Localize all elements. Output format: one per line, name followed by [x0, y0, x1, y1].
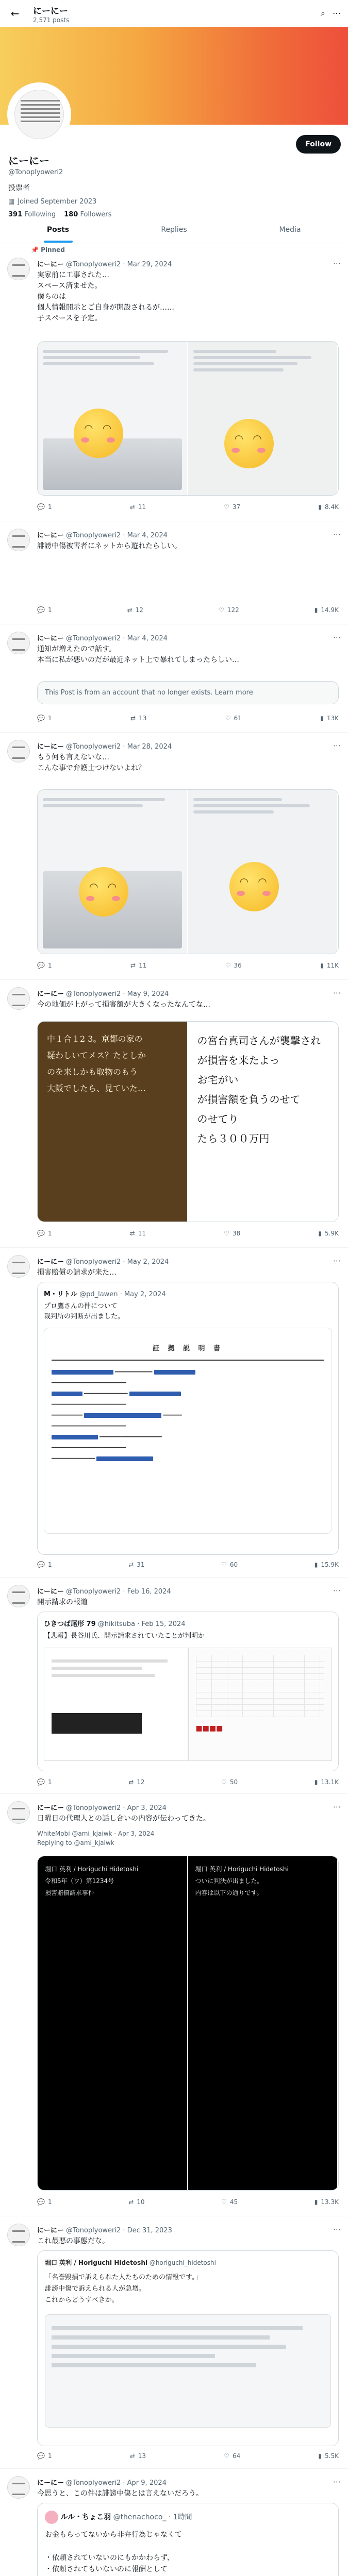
retweet-icon: ⇄ [128, 2198, 134, 2206]
joined-text: Joined September 2023 [18, 198, 97, 206]
tweet-handle: @Tonoplyoweri2 · Dec 31, 2023 [66, 2227, 172, 2234]
tweet-handle: @Tonoplyoweri2 · Apr 3, 2024 [66, 1804, 167, 1812]
like-icon: ♡ [221, 2198, 227, 2206]
tab-posts[interactable]: Posts [0, 216, 116, 243]
more-icon[interactable]: ⋯ [333, 633, 341, 642]
tweet[interactable] [0, 1248, 348, 1578]
quote-author: M・リトル [44, 1291, 77, 1298]
views-button[interactable]: ▮ 13K [320, 715, 339, 722]
tweet[interactable] [0, 2216, 348, 2469]
tweet-author[interactable]: にーにー [37, 1588, 64, 1596]
avatar[interactable] [7, 2476, 30, 2499]
tweet-author[interactable]: にーにー [37, 2479, 64, 2487]
emoji-sticker [79, 867, 128, 917]
tweet-actions [37, 715, 339, 722]
like-icon: ♡ [224, 1230, 229, 1237]
quote-handle: @hikitsuba · Feb 15, 2024 [97, 1620, 186, 1628]
reply-icon: 💬 [37, 606, 45, 614]
more-icon[interactable]: ⋯ [333, 8, 341, 18]
tweet[interactable] [0, 521, 348, 624]
like-icon: ♡ [224, 2452, 229, 2460]
avatar[interactable] [7, 529, 30, 551]
tweet-handle: @Tonoplyoweri2 · Mar 28, 2024 [66, 743, 172, 751]
views-icon: ▮ [314, 1561, 318, 1568]
tweet-header [37, 259, 172, 268]
like-button[interactable]: ♡ 61 [225, 715, 242, 722]
more-icon[interactable]: ⋯ [333, 988, 341, 997]
tweet-header [37, 633, 168, 642]
like-icon: ♡ [221, 1778, 227, 1786]
quote-author: ルル・ちょこ羽 [60, 2513, 111, 2521]
views-icon: ▮ [314, 606, 318, 614]
media-image-left[interactable] [38, 790, 188, 954]
like-icon: ♡ [225, 962, 231, 969]
tweet-handle: @Tonoplyoweri2 · Mar 4, 2024 [66, 635, 168, 642]
quote-text: 【悲報】長谷川氏、開示請求されていたことが判明か [44, 1632, 205, 1640]
like-icon: ♡ [225, 715, 231, 722]
views-icon: ▮ [314, 1778, 318, 1786]
quote-author: 堀口 英利 / Horiguchi Hidetoshi [45, 2259, 147, 2266]
tweet-actions [37, 2198, 339, 2206]
reply-context[interactable]: WhiteMobi @ami_kjaiwk · Apr 3, 2024 [37, 1830, 155, 1837]
retweet-button[interactable]: ⇄ 10 [128, 2198, 145, 2206]
tweet-text: 今思うと、この件は誹謗中傷とは言えないだろう。 [37, 2489, 203, 2498]
more-icon[interactable]: ⋯ [333, 259, 341, 268]
tweet-actions [37, 1778, 339, 1786]
tweet-author[interactable]: にーにー [37, 990, 64, 998]
followers-label: Followers [80, 211, 112, 218]
tweet-actions [37, 1561, 339, 1568]
tab-replies[interactable]: Replies [161, 225, 187, 234]
tweet-author[interactable]: にーにー [37, 2227, 64, 2234]
media-image-left[interactable] [38, 342, 188, 495]
tweet-text: 日曜日の代理人との話し合いの内容が伝わってきた。 [37, 1815, 210, 1823]
profile-name: にーにー [8, 155, 49, 167]
tab-media[interactable]: Media [279, 225, 301, 234]
following-label: Following [24, 211, 56, 218]
tweet-author[interactable]: にーにー [37, 1258, 64, 1266]
profile-info [8, 152, 338, 218]
views-icon: ▮ [314, 2198, 318, 2206]
pin-icon: 📌 [31, 246, 39, 253]
tweet-text: 誹謗中傷被害者にネットから遊れたらしい。 [37, 542, 181, 550]
views-button[interactable]: ▮ 14.9K [314, 606, 339, 614]
quote-text: プロ鷹さんの件について 裁判所の判断が出ました。 [44, 1302, 125, 1320]
quoted-image-left[interactable] [44, 1648, 188, 1761]
more-icon[interactable]: ⋯ [333, 1256, 341, 1265]
views-icon: ▮ [318, 503, 322, 511]
tweet-text: 今の地価が上がって損害額が大きくなったなんてな… [37, 1001, 210, 1009]
header-name: にーにー [33, 6, 68, 16]
like-button[interactable]: ♡ 60 [221, 1561, 238, 1568]
avatar[interactable] [7, 2224, 30, 2246]
tweet-header [37, 741, 172, 751]
unavailable-post-notice[interactable]: This Post is from an account that no longer exists. Learn more [37, 681, 339, 704]
retweet-button[interactable]: ⇄ 11 [129, 503, 146, 511]
reply-button[interactable]: 💬 1 [37, 1778, 52, 1786]
quoted-post[interactable] [37, 1282, 339, 1555]
more-icon[interactable]: ⋯ [333, 2477, 341, 2486]
reply-context-sub[interactable]: Replying to @ami_kjaiwk [37, 1839, 114, 1846]
more-icon[interactable]: ⋯ [333, 1586, 341, 1595]
media-image-right[interactable]: 堀口 英利 / Horiguchi Hidetoshi ついに判決が出ました。 内容は以下の通りです。 [188, 1856, 339, 2190]
tweet-media[interactable] [37, 789, 339, 954]
reply-icon: 💬 [37, 2452, 45, 2460]
tweet-handle: @Tonoplyoweri2 · May 9, 2024 [66, 990, 169, 998]
reply-button[interactable]: 💬 1 [37, 503, 52, 511]
follow-button[interactable]: Follow [296, 135, 341, 154]
quoted-post[interactable] [37, 1612, 339, 1771]
retweet-icon: ⇄ [130, 715, 136, 722]
retweet-icon: ⇄ [129, 1230, 135, 1237]
like-button[interactable]: ♡ 37 [224, 503, 241, 511]
like-button[interactable]: ♡ 45 [221, 2198, 238, 2206]
emoji-sticker [74, 409, 123, 458]
reply-button[interactable]: 💬 1 [37, 1561, 52, 1568]
more-icon[interactable]: ⋯ [333, 1802, 341, 1811]
tweet-text: これ最悪の事態だな。 [37, 2237, 109, 2245]
reply-icon: 💬 [37, 2198, 45, 2206]
views-button[interactable]: ▮ 5.9K [318, 1230, 339, 1237]
tweet-author[interactable]: にーにー [37, 1804, 64, 1812]
reply-icon: 💬 [37, 715, 45, 722]
reply-button[interactable]: 💬 1 [37, 715, 52, 722]
avatar[interactable] [7, 1255, 30, 1278]
pinned-label: 📌 Pinned [31, 246, 65, 253]
more-icon[interactable]: ⋯ [333, 530, 341, 539]
retweet-button[interactable]: ⇄ 13 [129, 2452, 146, 2460]
profile-bio: 投票者 [8, 184, 30, 192]
tweet-header [37, 1586, 171, 1596]
tweet-actions [37, 606, 339, 614]
views-icon: ▮ [320, 715, 324, 722]
retweet-icon: ⇄ [128, 1778, 134, 1786]
tweet-header [37, 1802, 167, 1812]
retweet-icon: ⇄ [129, 2452, 135, 2460]
media-image-right[interactable]: の宮台真司さんが襲撃され が損害を来たよっ お宅がい が損害額を負うのせて のせてり たら３００万円 [188, 1022, 339, 1222]
tweet-text: 開示請求の報道 [37, 1598, 88, 1606]
tweet-handle: @Tonoplyoweri2 · Feb 16, 2024 [66, 1588, 171, 1596]
tweet-text: 通知が増えたので話す。 本当に私が悪いのだが最近ネット上で暴れてしまったらしい… [37, 645, 239, 664]
quote-handle: @pd_lawen · May 2, 2024 [79, 1291, 166, 1298]
avatar[interactable] [7, 987, 30, 1010]
quote-text: お金もらってないから非弁行為じゃなくて ・依頼されていないのにもかかわらず、 ・依頼されてもいないのに報酬として [45, 2531, 182, 2574]
tweet-text: もう何も言えないな… こんな事で弁護士つけないよね？ [37, 753, 145, 772]
tweet-header [37, 1256, 169, 1266]
tweet[interactable] [0, 980, 348, 1248]
retweet-icon: ⇄ [130, 962, 136, 969]
like-button[interactable]: ♡ 64 [224, 2452, 241, 2460]
header-titles [33, 4, 69, 24]
reply-icon: 💬 [37, 1230, 45, 1237]
media-image-left[interactable]: 中１合１2 3。京都の家の 疑わしいてメス？たとしか のを来しかも取物のもう 大阪でしたら、見ていた… [38, 1022, 188, 1222]
media-image-right[interactable] [188, 342, 339, 495]
tweet[interactable] [0, 2469, 348, 2576]
tweet-media[interactable] [37, 1856, 339, 2191]
more-icon[interactable]: ⋯ [333, 741, 341, 750]
views-button[interactable]: ▮ 15.9K [314, 1561, 339, 1568]
tweet-text: 損害賠償の請求が来た… [37, 1268, 117, 1277]
tweet-author[interactable]: にーにー [37, 532, 64, 539]
avatar[interactable] [7, 1801, 30, 1824]
views-button[interactable]: ▮ 8.4K [318, 503, 339, 511]
like-button[interactable]: ♡ 38 [224, 1230, 241, 1237]
avatar[interactable] [7, 740, 30, 762]
calendar-icon: ▦ [8, 198, 15, 206]
followers-count: 180 [64, 211, 78, 218]
like-button[interactable]: ♡ 122 [219, 606, 239, 614]
retweet-icon: ⇄ [129, 503, 135, 511]
tweet-handle: @Tonoplyoweri2 · May 2, 2024 [66, 1258, 169, 1266]
tweet-media[interactable] [37, 341, 339, 496]
avatar[interactable] [7, 258, 30, 280]
tweet[interactable] [0, 733, 348, 980]
retweet-button[interactable]: ⇄ 12 [127, 606, 143, 614]
tweet-author[interactable]: にーにー [37, 261, 64, 268]
views-button[interactable]: ▮ 11K [320, 962, 339, 969]
quote-author: ひきつば尾形 79 [44, 1620, 96, 1628]
reply-icon: 💬 [37, 1561, 45, 1568]
top-bar [0, 0, 348, 27]
quote-text: 「名誉毀損で訴えられた人たちのための情報です。」 誹謗中傷で訴えられる人が急増。 これからどうすべきか。 [45, 2274, 202, 2304]
quoted-image-right[interactable]: ■■■■ [188, 1648, 333, 1761]
tweet-actions [37, 503, 339, 511]
avatar[interactable] [7, 632, 30, 654]
like-button[interactable]: ♡ 50 [221, 1778, 238, 1786]
retweet-icon: ⇄ [127, 606, 132, 614]
search-icon[interactable]: ⌕ [321, 8, 325, 18]
reply-icon: 💬 [37, 1778, 45, 1786]
tweet[interactable] [0, 624, 348, 733]
reply-button[interactable]: 💬 1 [37, 1230, 52, 1237]
tweet-handle: @Tonoplyoweri2 · Mar 4, 2024 [66, 532, 168, 539]
following-count: 391 [8, 211, 23, 218]
tweet-header [37, 988, 169, 998]
tweet-author[interactable]: にーにー [37, 635, 64, 642]
header-icons [321, 8, 341, 19]
media-image-right[interactable] [188, 790, 339, 954]
reply-button[interactable]: 💬 1 [37, 2452, 52, 2460]
emoji-sticker [224, 419, 274, 468]
document-title: 証 拠 説 明 書 [152, 1345, 224, 1352]
views-icon: ▮ [318, 2452, 322, 2460]
tweet-header [37, 530, 168, 539]
quote-avatar [45, 2511, 58, 2524]
retweet-button[interactable]: ⇄ 12 [128, 1778, 145, 1786]
tweet-media[interactable] [37, 1021, 339, 1222]
tweet[interactable] [0, 1794, 348, 2216]
retweet-button[interactable]: ⇄ 11 [130, 962, 147, 969]
reply-icon: 💬 [37, 503, 45, 511]
retweet-button[interactable]: ⇄ 11 [129, 1230, 146, 1237]
media-image-left[interactable]: 堀口 英利 / Horiguchi Hidetoshi 令和5年（ワ）第1234号 損害賠償請求事件 [38, 1856, 188, 2190]
like-icon: ♡ [219, 606, 224, 614]
views-button[interactable]: ▮ 5.5K [318, 2452, 339, 2460]
reply-button[interactable]: 💬 1 [37, 606, 52, 614]
views-icon: ▮ [320, 962, 324, 969]
retweet-button[interactable]: ⇄ 31 [128, 1561, 145, 1568]
quoted-post[interactable] [37, 2250, 339, 2446]
retweet-icon: ⇄ [128, 1561, 134, 1568]
tweet-author[interactable]: にーにー [37, 743, 64, 751]
profile-handle: @Tonoplyoweri2 [8, 168, 63, 176]
tweet-header [37, 2477, 167, 2487]
emoji-sticker [229, 862, 279, 911]
tweet[interactable] [0, 1578, 348, 1794]
reply-button[interactable]: 💬 1 [37, 962, 52, 969]
reply-button[interactable]: 💬 1 [37, 2198, 52, 2206]
tweet-handle: @Tonoplyoweri2 · Mar 29, 2024 [66, 261, 172, 268]
quote-handle: @thenachoco_ · 1時間 [113, 2513, 192, 2521]
retweet-button[interactable]: ⇄ 13 [130, 715, 147, 722]
quoted-document-image[interactable]: 証 拠 説 明 書 ━━━━━━━━━━━━ ━━━━━━━━━━━━━━━━━━━━━━━━ ━━━━━━━━━━━━━━ ━━━━━━━━━━━━━━━━━━━━━━━━ ━━━━━━━━━━ ━━━━━━ ━━━━━━━━━━━━━━━━━━━━━━━━ ━━━━━━━━━━━━━━━━━━━━ ━━━━━━━━━━━━━━━━━━━━━━━━ ━━━━━━━━━━━━━━ [44, 1328, 332, 1534]
arrow-left-icon[interactable]: ← [10, 7, 20, 20]
like-icon: ♡ [221, 1561, 227, 1568]
tweet-actions [37, 962, 339, 969]
views-button[interactable]: ▮ 13.1K [314, 1778, 339, 1786]
quoted-post[interactable] [37, 2503, 339, 2576]
tweet-text: 実家前に工事された… スペース済ませた。 僕らのは 個人情報開示とご自身が開設されるが…… 子スペースを予定。 [37, 271, 174, 323]
tweet[interactable] [0, 243, 348, 521]
profile-joined [8, 198, 338, 206]
like-icon: ♡ [224, 503, 229, 511]
quote-handle: @horiguchi_hidetoshi [149, 2259, 216, 2266]
tweet-actions [37, 2452, 339, 2460]
like-button[interactable]: ♡ 36 [225, 962, 242, 969]
tweet-header [37, 2225, 172, 2234]
reply-icon: 💬 [37, 962, 45, 969]
more-icon[interactable]: ⋯ [333, 2225, 341, 2234]
profile-avatar[interactable] [7, 82, 71, 146]
tweet-actions [37, 1230, 339, 1237]
header-post-count: 2,571 posts [33, 16, 70, 24]
profile-tabs [0, 216, 348, 243]
avatar[interactable] [7, 1585, 30, 1607]
views-button[interactable]: ▮ 13.3K [314, 2198, 339, 2206]
tweet-handle: @Tonoplyoweri2 · Apr 9, 2024 [66, 2479, 167, 2487]
views-icon: ▮ [318, 1230, 322, 1237]
